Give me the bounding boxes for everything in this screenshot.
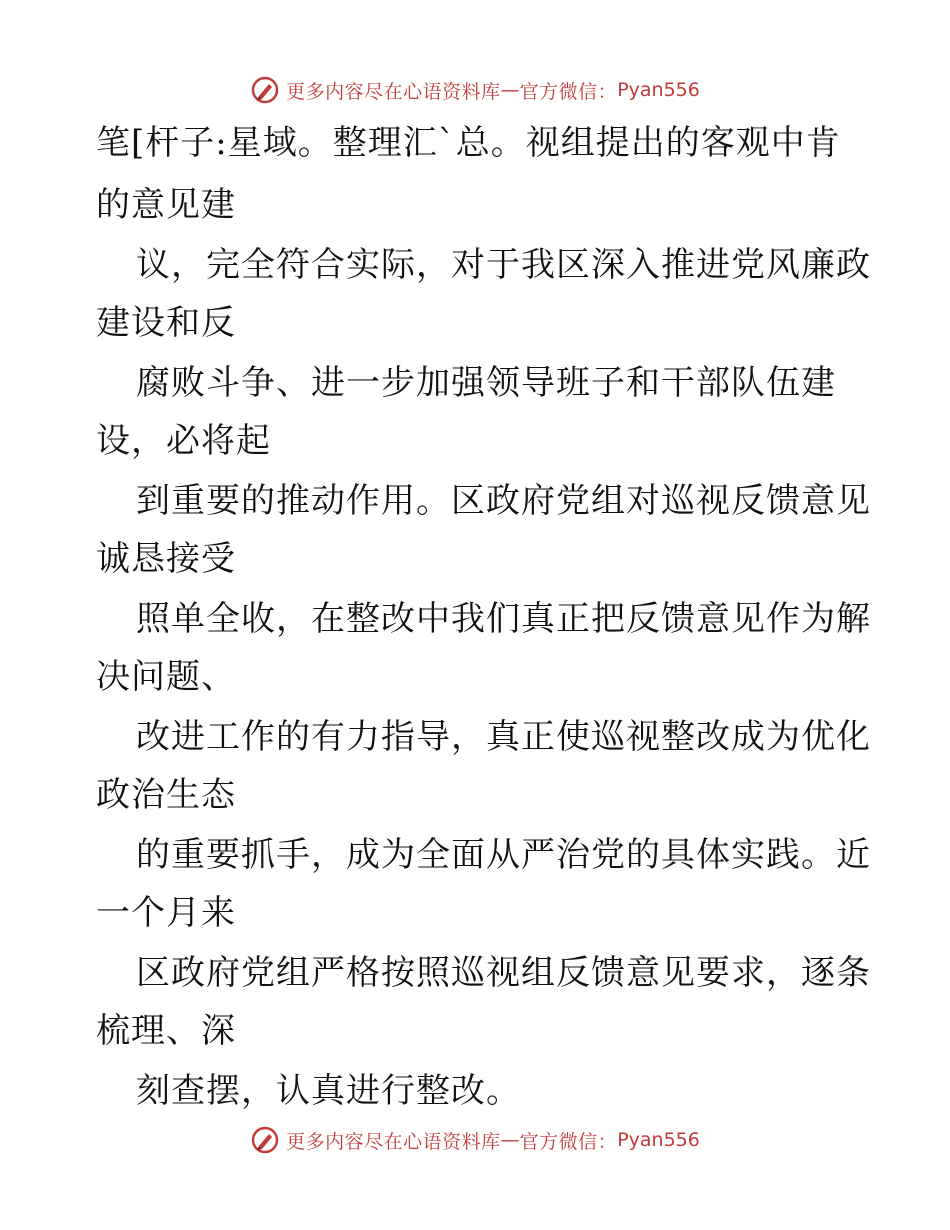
watermark-text: 更多内容尽在心语资料库 [286,80,501,103]
body-line: 政治生态 [96,775,236,815]
pen-logo-icon [250,1125,280,1155]
body-line: 决问题、 [96,657,236,697]
watermark-contact-label: 官方微信： [519,80,618,103]
watermark-contact-id: Pyan556 [617,1129,700,1151]
body-line: 一个月来 [96,893,236,933]
body-line: 笔[杆子:星域。整理汇`总。视组提出的客观中肯 [96,123,841,163]
body-line: 改进工作的有力指导，真正使巡视整改成为优化 [136,717,871,757]
body-line: 刻查摆，认真进行整改。 [136,1071,521,1111]
body-line: 设，必将起 [96,421,271,461]
watermark-contact-id: Pyan556 [617,79,700,101]
pen-logo-icon [250,75,280,105]
body-line: 照单全收，在整改中我们真正把反馈意见作为解 [136,599,871,639]
watermark-contact-label: 官方微信： [519,1130,618,1153]
body-line: 诚恳接受 [96,539,236,579]
header-watermark [0,70,950,110]
footer-watermark [0,1120,950,1160]
body-line: 议，完全符合实际，对于我区深入推进党风廉政 [136,245,871,285]
body-line: 腐败斗争、进一步加强领导班子和干部队伍建 [136,363,836,403]
watermark-separator: — [500,79,520,101]
body-line: 的重要抓手，成为全面从严治党的具体实践。近 [136,835,871,875]
body-line: 到重要的推动作用。区政府党组对巡视反馈意见 [136,481,871,521]
body-line: 区政府党组严格按照巡视组反馈意见要求，逐条 [136,953,871,993]
body-line: 建设和反 [96,303,236,343]
body-line: 的意见建 [96,185,236,225]
watermark-separator: — [500,1129,520,1151]
watermark-text: 更多内容尽在心语资料库 [286,1130,501,1153]
body-line: 梳理、深 [96,1011,236,1051]
